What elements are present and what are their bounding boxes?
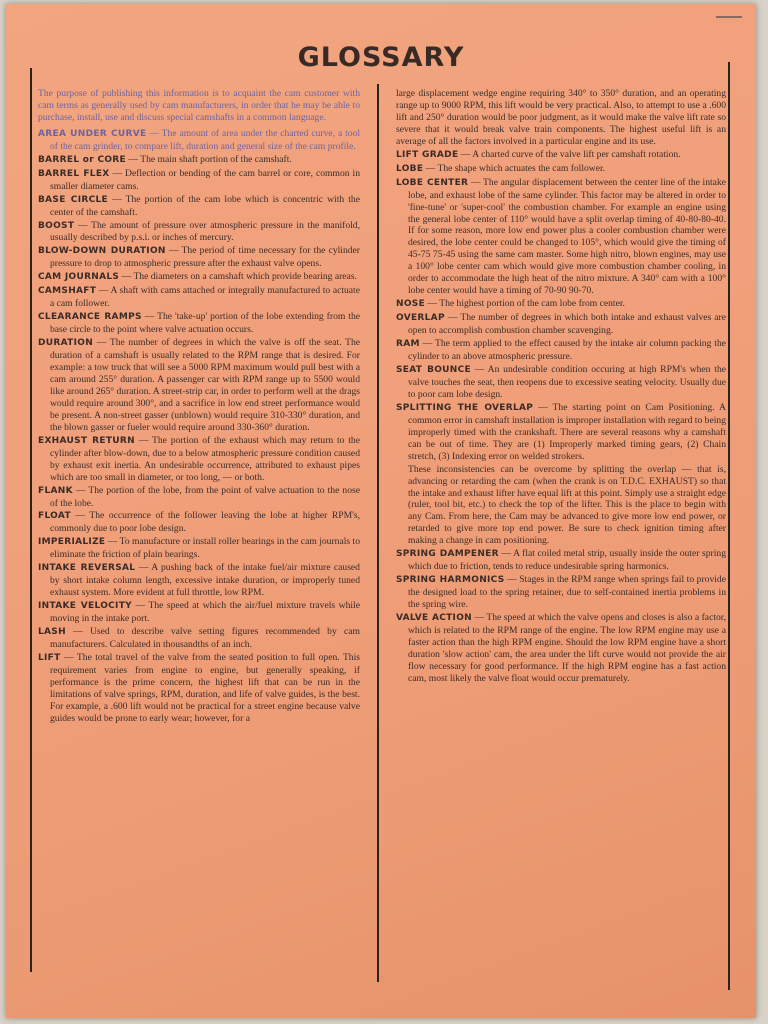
glossary-entry-continuation	[396, 464, 726, 548]
glossary-entry-boost	[38, 220, 360, 245]
right-glossary-list	[396, 149, 726, 685]
glossary-term: BARREL FLEX	[38, 168, 110, 179]
glossary-entry-nose	[396, 298, 726, 311]
term-separator: —	[105, 536, 120, 548]
term-separator: —	[423, 162, 438, 174]
glossary-entry-seat-bounce	[396, 364, 726, 401]
glossary-entry-imperialize	[38, 536, 360, 561]
term-separator: —	[93, 337, 110, 349]
glossary-term: OVERLAP	[396, 313, 445, 324]
glossary-term: VALVE ACTION	[396, 613, 472, 624]
page-title: GLOSSARY	[297, 42, 465, 73]
glossary-page	[6, 4, 756, 1018]
glossary-definition: An undesirable condition occuring at high RPM's when the valve touches the seat, then reopens due to excessive seating velocity. Usually due to poor cam lobe design.	[408, 363, 726, 400]
glossary-term: EXHAUST RETURN	[38, 435, 135, 446]
term-separator: —	[533, 401, 553, 413]
glossary-term: RAM	[396, 339, 420, 350]
glossary-definition: A shaft with cams attached or integrally manufactured to actuate a cam follower.	[50, 285, 360, 310]
glossary-entry-exhaust-return	[38, 435, 360, 484]
term-separator: —	[70, 510, 90, 522]
glossary-term: DURATION	[38, 338, 94, 349]
glossary-entry-cam-journals	[38, 271, 360, 284]
glossary-term: CAMSHAFT	[38, 286, 97, 297]
glossary-term: FLOAT	[38, 511, 71, 522]
glossary-definition: The main shaft portion of the camshaft.	[140, 153, 292, 165]
glossary-entry-barrel-flex	[38, 168, 360, 193]
term-separator: —	[470, 363, 488, 375]
glossary-entry-camshaft	[38, 285, 360, 310]
glossary-definition: The portion of the lobe, from the point of valve actuation to the nose of the lobe.	[50, 484, 360, 509]
glossary-definition: Deflection or bending of the cam barrel or core, common in smaller diameter cams.	[50, 167, 360, 192]
term-separator: —	[141, 311, 158, 323]
glossary-definition: The portion of the cam lobe which is concentric with the center of the camshaft.	[50, 193, 360, 218]
glossary-entry-intake-reversal	[38, 562, 360, 599]
glossary-definition: The speed at which the valve opens and closes is also a factor, which is related to the RPM range of the engine. The low RPM engine may use a faster action than the high RPM engine. Should the low RPM engine have a short duration 'slow action' cam, the area under the lift curve would not provide the air flow necessary for good performance. If the high RPM engine has a fast action cam, most likely the valve float would occur prematurely.	[408, 612, 726, 684]
term-separator: —	[165, 245, 182, 257]
glossary-entry-overlap	[396, 312, 726, 337]
glossary-definition: The shape which actuates the cam follower.	[437, 162, 606, 174]
glossary-definition: The term applied to the effect caused by the intake air column packing the cylinder to an above atmospheric pressure.	[408, 338, 726, 363]
glossary-definition: Used to describe valve setting figures recommended by cam manufacturers. Calculated in thousandths of an inch.	[50, 626, 360, 650]
glossary-term: LOBE CENTER	[396, 177, 469, 188]
term-separator: —	[498, 548, 514, 560]
glossary-definition: The diameters on a camshaft which provide bearing areas.	[133, 271, 357, 283]
glossary-entry-lift-grade	[396, 149, 726, 162]
page-corner-mark	[716, 16, 742, 18]
glossary-entry-area-under-curve	[38, 128, 360, 153]
left-column	[38, 88, 360, 726]
glossary-entry-spring-dampener	[396, 548, 726, 573]
term-separator: —	[72, 484, 89, 496]
left-column-rule	[30, 68, 32, 972]
glossary-term: LIFT	[38, 652, 61, 663]
glossary-term: BARREL or CORE	[38, 154, 126, 165]
glossary-entry-float	[38, 510, 360, 535]
term-separator: —	[468, 176, 484, 188]
term-separator: —	[425, 298, 440, 310]
glossary-definition: The total travel of the valve from the seated position to full open. This requirement varies from engine to engine, but generally speaking, if performance is the prime concern, the highest lift that can be run in the limitations of valve springs, RPM, duration, and life of valve guides, is the best. For example, a .600 lift would not be practical for a street engine because valve guides would be prone to early wear; however, for a	[50, 651, 361, 724]
glossary-definition: Stages in the RPM range when springs fail to provide the designed load to the spring retainer, due to self-contained inertia problems in the spring wire.	[408, 574, 726, 611]
term-separator: —	[65, 626, 90, 638]
glossary-entry-duration	[38, 337, 360, 434]
term-separator: —	[472, 612, 487, 624]
glossary-term: INTAKE VELOCITY	[38, 601, 132, 612]
glossary-term: BOOST	[38, 220, 75, 231]
glossary-term: SEAT BOUNCE	[396, 364, 471, 375]
term-separator: —	[444, 312, 461, 324]
glossary-entry-barrel-or-core	[38, 154, 360, 167]
glossary-term: LOBE	[396, 163, 424, 174]
glossary-term: FLANK	[38, 485, 73, 496]
term-separator: —	[458, 148, 473, 160]
glossary-definition: These inconsistencies can be overcome by splitting the overlap — that is, advancing or retarding the cam (when the crank is on T.D.C. EXHAUST) so that the intake and exhaust lifter have equal lift at this point. Simply use a straight edge (ruler, tool bit, etc.) to check the top of the lifter. This is the place to begin with any Cam. From here, the Cam may be advanced to give more low end power, or retarded to give more top end power. Be sure to check ignition timing after making a change in cam positioning.	[408, 463, 726, 547]
glossary-entry-clearance-ramps	[38, 311, 360, 336]
intro-paragraph: The purpose of publishing this information is to acquaint the cam customer with cam terms as generally used by cam manufacturers, in order that he may be able to purchase, install, use and discuss special camshafts in a common language.	[38, 88, 360, 123]
glossary-definition: The portion of the exhaust which may return to the cylinder after blow-down, due to a below atmospheric pressure condition caused by exhaust exit inertia. An undesirable occurrence, attributed to exhaust pipes which are too small in diameter, or too long, — or both.	[50, 434, 360, 483]
glossary-definition: To manufacture or install roller bearings in the cam journals to eliminate the friction of plain bearings.	[50, 536, 360, 561]
glossary-definition: The amount of area under the charted curve, a tool of the cam grinder, to compare lift, duration and general size of the cam profile.	[50, 127, 361, 152]
term-separator: —	[74, 219, 92, 231]
term-separator: —	[119, 271, 134, 283]
glossary-term: NOSE	[396, 299, 426, 310]
glossary-definition: The speed at which the air/fuel mixture travels while moving in the intake port.	[50, 600, 360, 625]
glossary-entry-intake-velocity	[38, 600, 360, 625]
term-separator: —	[135, 562, 152, 574]
glossary-entry-spring-harmonics	[396, 574, 726, 611]
glossary-term: AREA UNDER CURVE	[38, 128, 147, 139]
glossary-definition: The number of degrees in which the valve is off the seat. The duration of a camshaft is usually related to the RPM range that is desired. For example: a tow truck that will see a 5000 RPM maximum would pull best with a cam around 255° duration. A passenger car with RPM range up to 5500 would like around 265° duration. A street-strip car, in order to perform well at the drags would require around 300°, and a sacrifice in low end street performance would be present. A non-street gasser (unblown) would require 310-330° duration, and the blown gasser or fueler would require around 330-360° duration.	[50, 337, 361, 433]
glossary-term: CAM JOURNALS	[38, 272, 120, 283]
glossary-entry-ram	[396, 338, 726, 363]
glossary-term: IMPERIALIZE	[38, 537, 106, 548]
glossary-definition: A pushing back of the intake fuel/air mixture caused by short intake column length, excessive intake duration, or improperly tuned exhaust system. More evident at full throttle, low RPM.	[50, 562, 360, 599]
right-column-rule	[728, 62, 730, 990]
glossary-entry-lobe	[396, 163, 726, 176]
left-glossary-list	[38, 128, 360, 725]
right-column	[396, 88, 726, 686]
glossary-entry-splitting-the-overlap	[396, 402, 726, 463]
glossary-entry-flank	[38, 485, 360, 510]
glossary-term: SPRING DAMPENER	[396, 549, 499, 560]
term-separator: —	[109, 167, 126, 179]
term-separator: —	[419, 338, 435, 350]
glossary-definition: The angular displacement between the center line of the intake lobe, and exhaust lobe of the same cylinder. This factor may be altered in order to 'fine-tune' or 'super-cool' the combustion chamber. For example an engine using the general lobe center of 110° would have a split overlap timing of 40-80-80-40. If for some reason, more low end power plus a cooler combustion chamber were desired, the lobe center could be changed to 105°, which would give the timing of 45-75 75-45 using the same cam master. Some high nitro, blown engines, may use a 100° lobe center cam which would give more combustion chamber cooling, in order to accommodate the high heat of the nitro mixture. A 340° cam with a 100° lobe center would have a timing of 70-90 90-70.	[408, 176, 726, 297]
glossary-definition: A charted curve of the valve lift per camshaft rotation.	[472, 148, 681, 160]
term-separator: —	[126, 153, 141, 165]
term-separator: —	[60, 651, 77, 663]
glossary-definition: The starting point on Cam Positioning. A common error in camshaft installation is improper installation with regard to being improperly timed with the crankshaft. There are several reasons why a camshaft can be out of time. They are (1) Improperly marked timing gears, (2) Chain stretch, (3) Indexing error on welded strokers.	[408, 401, 726, 462]
term-separator: —	[146, 127, 162, 139]
glossary-term: BLOW-DOWN DURATION	[38, 246, 166, 257]
glossary-entry-lobe-center	[396, 177, 726, 298]
glossary-term: LIFT GRADE	[396, 149, 459, 160]
glossary-definition: The number of degrees in which both intake and exhaust valves are open to accomplish combustion chamber scavenging.	[408, 312, 726, 337]
glossary-definition: The period of time necessary for the cylinder pressure to drop to atmospheric pressure after the exhaust valve opens.	[50, 245, 361, 270]
glossary-entry-lash	[38, 626, 360, 651]
term-separator: —	[131, 600, 149, 612]
glossary-entry-blow-down-duration	[38, 245, 360, 270]
glossary-definition: A flat coiled metal strip, usually inside the outer spring which due to friction, tends to reduce undesirable spring harmonics.	[408, 548, 726, 573]
lift-continuation: large displacement wedge engine requiring 340° to 350° duration, and an operating range up to 9000 RPM, this lift would be very practical. Also, to attempt to use a .600 lift and 250° duration would be poor judgment, as it would make the valve lift rate so severe that it would break valve train components. The highest useful lift is an average of all the factors involved in a particular engine and its use.	[396, 88, 726, 147]
glossary-term: SPRING HARMONICS	[396, 575, 505, 586]
glossary-entry-valve-action	[396, 612, 726, 685]
term-separator: —	[504, 574, 520, 586]
glossary-definition: The occurrence of the follower leaving the lobe at higher RPM's, commonly due to poor lobe design.	[50, 510, 361, 535]
glossary-entry-lift	[38, 652, 360, 725]
glossary-definition: The 'take-up' portion of the lobe extending from the base circle to the point where valve actuation occurs.	[50, 311, 360, 336]
glossary-entry-base-circle	[38, 194, 360, 219]
center-column-rule	[377, 84, 379, 982]
glossary-definition: The highest portion of the cam lobe from center.	[439, 298, 625, 310]
glossary-term: CLEARANCE RAMPS	[38, 312, 142, 323]
glossary-term: INTAKE REVERSAL	[38, 563, 136, 574]
glossary-definition: The amount of pressure over atmospheric pressure in the manifold, usually described by p.s.i. or inches of mercury.	[50, 219, 361, 244]
term-separator: —	[96, 285, 111, 297]
glossary-term: BASE CIRCLE	[38, 194, 108, 205]
term-separator: —	[134, 434, 153, 446]
glossary-term: SPLITTING THE OVERLAP	[396, 402, 534, 413]
term-separator: —	[107, 193, 126, 205]
glossary-term: LASH	[38, 627, 66, 638]
